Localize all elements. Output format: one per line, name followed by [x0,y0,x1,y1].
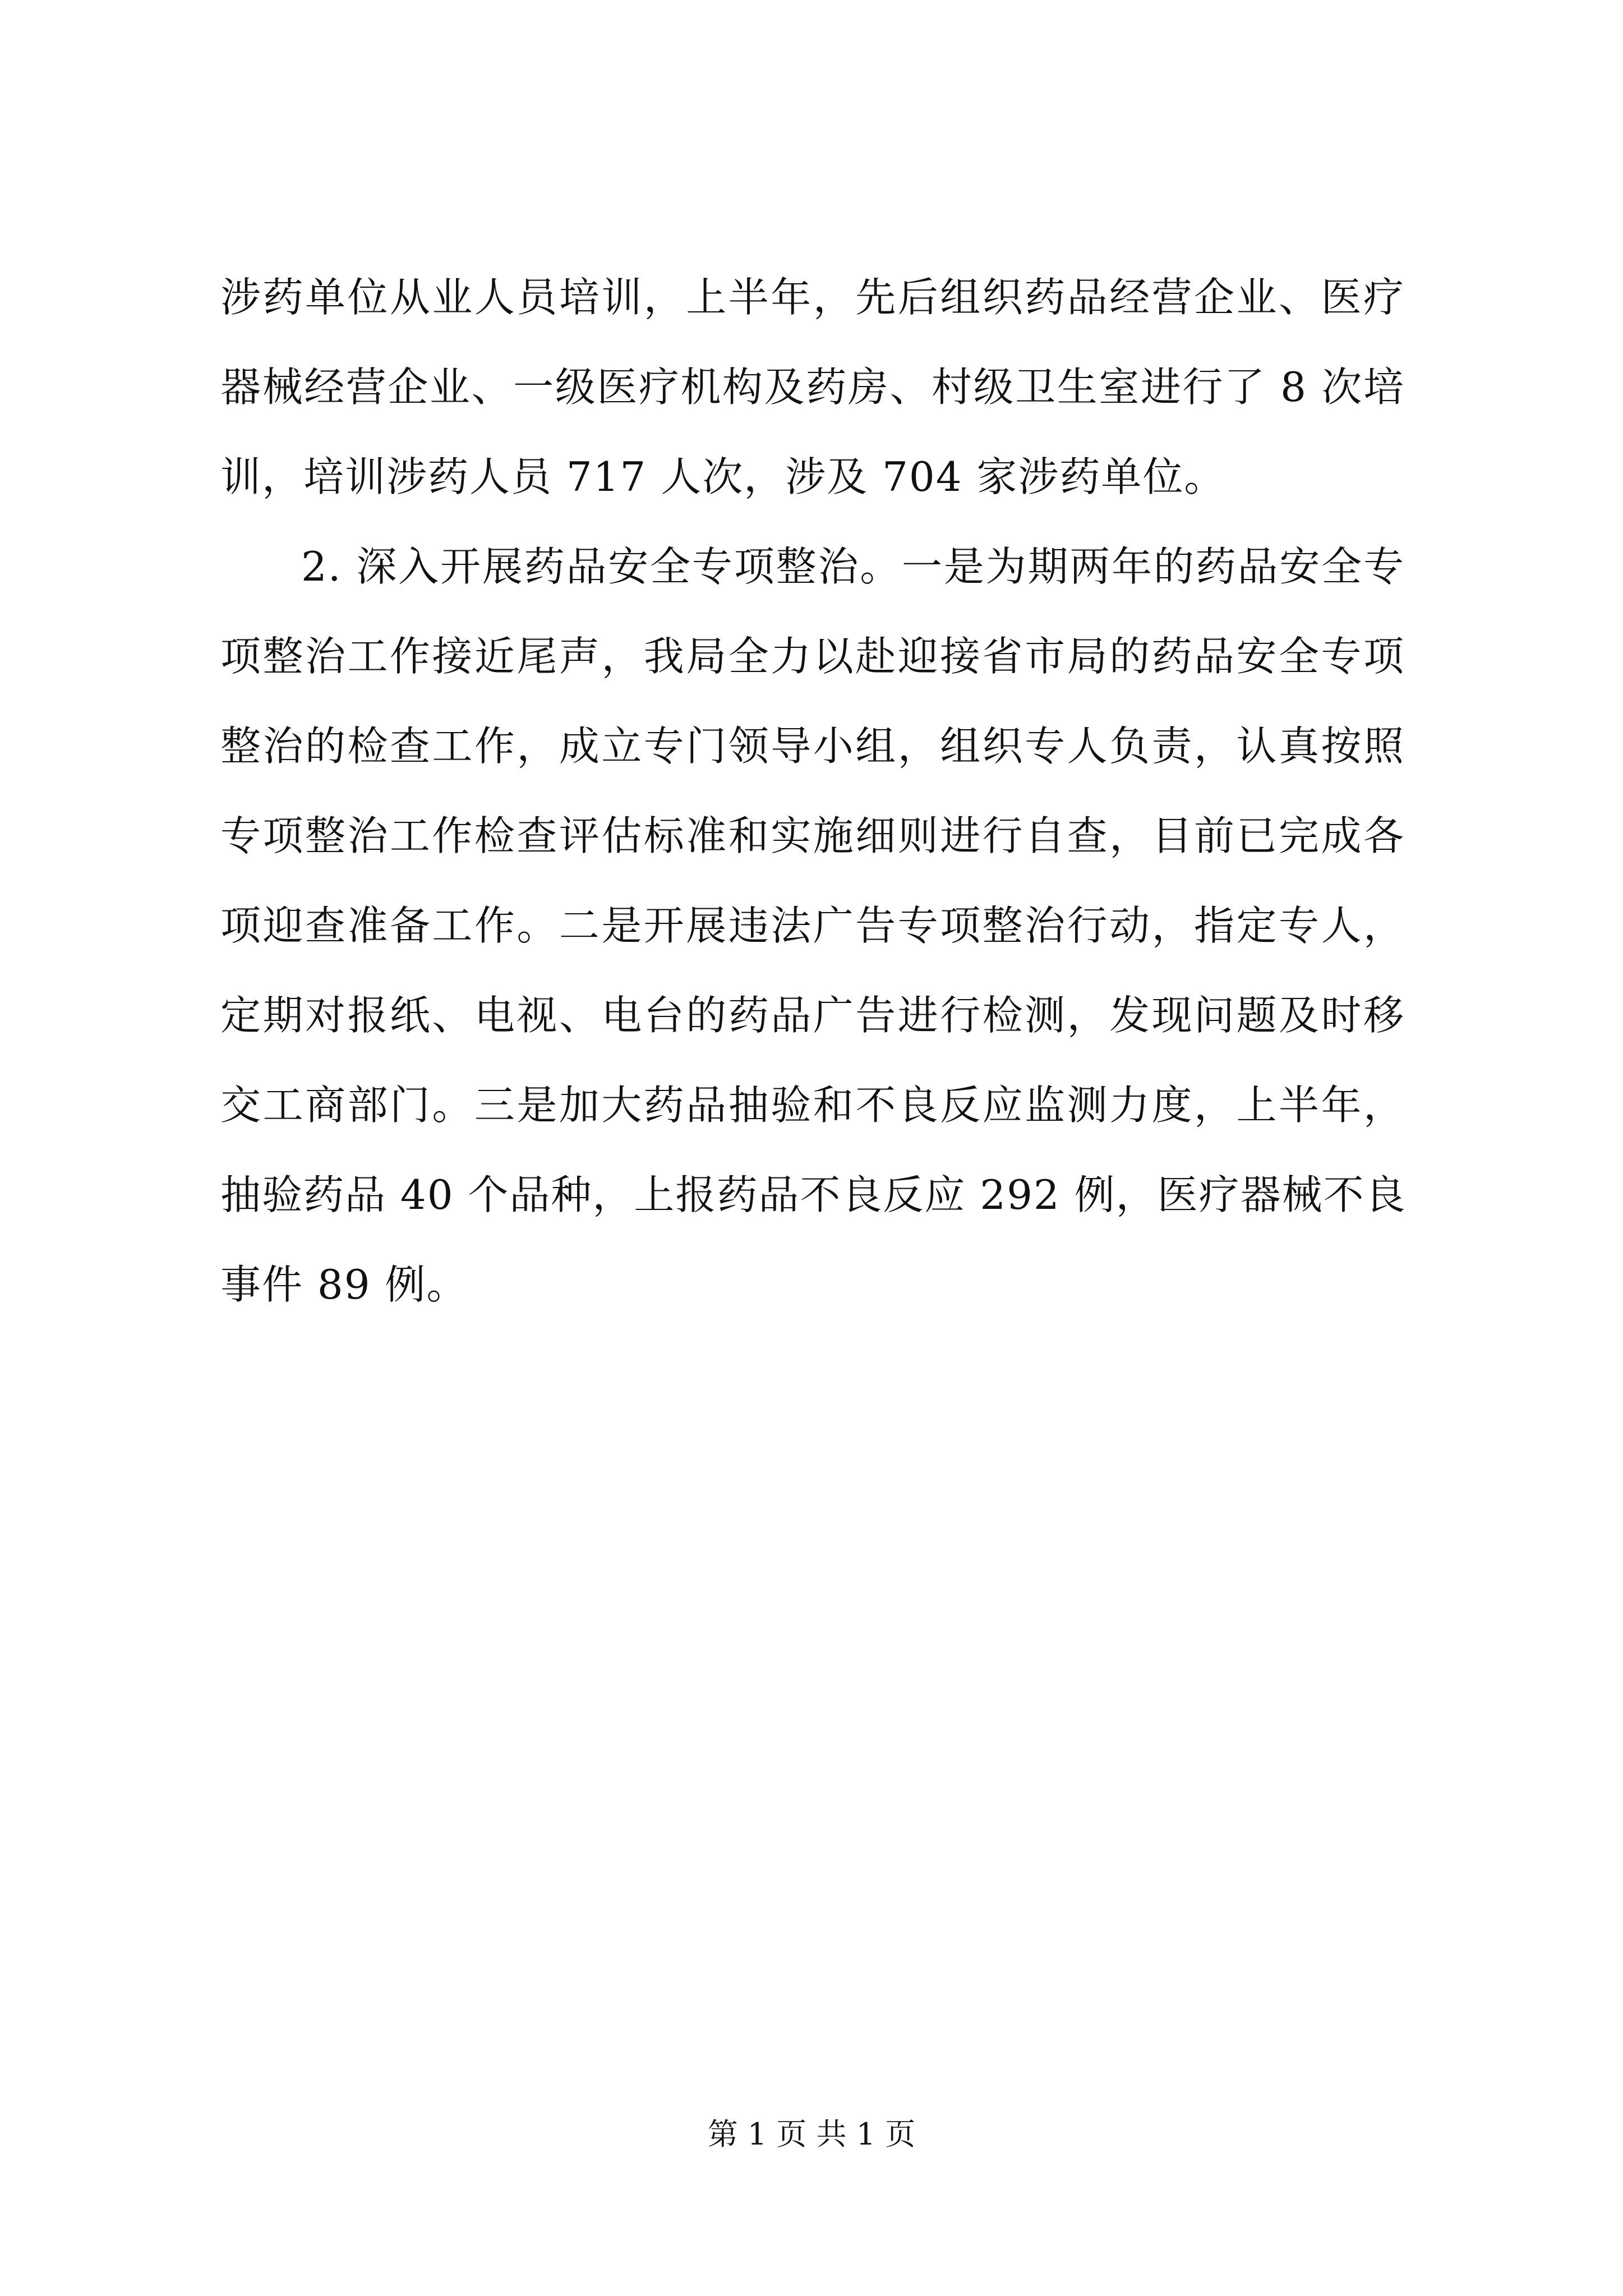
text-line: 整治的检查工作，成立专门领导小组，组织专人负责，认真按照 [220,723,1405,770]
text-line: 定期对报纸、电视、电台的药品广告进行检测，发现问题及时移 [220,992,1405,1039]
text-line: 抽验药品 40 个品种，上报药品不良反应 292 例，医疗器械不良 [220,1171,1407,1218]
document-body [220,252,1405,1329]
text-line: 项整治工作接近尾声，我局全力以赴迎接省市局的药品安全专项 [220,633,1405,680]
text-line: 训，培训涉药人员 717 人次，涉及 704 家涉药单位。 [220,453,1226,500]
text-line: 专项整治工作检查评估标准和实施细则进行自查，目前已完成各 [220,812,1405,859]
text-line: 器械经营企业、一级医疗机构及药房、村级卫生室进行了 8 次培 [220,364,1405,411]
text-line: 项迎查准备工作。二是开展违法广告专项整治行动，指定专人， [220,902,1405,949]
text-line: 事件 89 例。 [220,1261,468,1308]
paragraph-first-line: 2. 深入开展药品安全专项整治。一是为期两年的药品安全专 [301,543,1405,590]
page-number-footer: 第 1 页 共 1 页 [707,2116,916,2152]
text-line: 涉药单位从业人员培训，上半年，先后组织药品经营企业、医疗 [220,274,1405,321]
text-line: 交工商部门。三是加大药品抽验和不良反应监测力度，上半年， [220,1082,1405,1129]
